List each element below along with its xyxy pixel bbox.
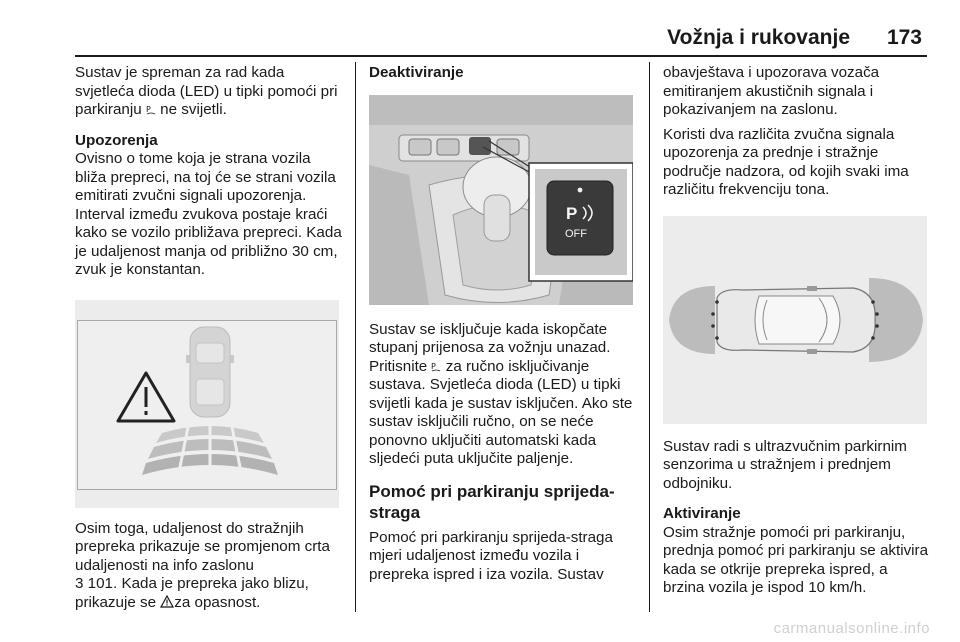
paragraph: Koristi dva različita zvučna signala upozorenja za prednje i stražnje područje nadzora, od kojih svaki ima različitu frekvenciju tona.	[663, 125, 909, 198]
paragraph: Ovisno o tome koja je strana vozila bliža prepreci, na toj će se strani vozila emitirati zvučni signali upozorenja. Interval između zvukova postaje kraći kako se vozilo približava prepreci. Kada je udaljenost manja od približno 30 cm, zvuk je konstantan.	[75, 150, 342, 278]
warning-display-graphic	[78, 321, 336, 489]
warning-triangle-icon	[118, 373, 174, 421]
car-icon	[186, 327, 234, 417]
watermark: carmanualsonline.info	[773, 620, 930, 637]
column-divider-1	[355, 62, 356, 612]
paragraph: Sustav je spreman za rad kada svjetleća dioda (LED) u tipki pomoći pri parkiranju P ne svijetli.	[75, 64, 338, 118]
subheading-activation: Aktiviranje	[663, 505, 741, 522]
parking-assist-icon	[146, 103, 156, 115]
subheading-warnings: Upozorenja	[75, 131, 158, 149]
center-console-illustration	[369, 95, 633, 305]
column-2	[369, 64, 637, 584]
button-label-top: P	[566, 203, 578, 223]
paragraph: Pomoć pri parkiranju sprijeda-straga mjeri udaljenost između vozila i prepreka ispred i iza vozila. Sustav	[369, 528, 613, 583]
sensor-zones-illustration	[663, 216, 927, 424]
svg-text:P: P	[145, 105, 151, 114]
paragraph: Osim toga, udaljenost do stražnjih prepreka prikazuje se promjenom crta udaljenosti na info zaslonu 3 101. Kada je prepreka jako blizu, prikazuje se za opasnost.	[75, 519, 330, 611]
svg-text:P: P	[431, 361, 437, 371]
column-divider-2	[649, 62, 650, 612]
header-divider	[75, 55, 927, 57]
sensor-zones-graphic	[663, 216, 927, 424]
page-reference[interactable]: 3 101. Kada je prepreka jako blizu, prikazuje se	[75, 575, 309, 611]
column-1	[75, 64, 343, 612]
section-title: Vožnja i rukovanje	[667, 26, 850, 49]
warning-triangle-icon	[160, 595, 174, 608]
console-graphic	[369, 95, 633, 305]
subheading-front-rear-parking-assist: Pomoć pri parkiranju sprijeda-straga	[369, 481, 615, 522]
column-3	[663, 64, 931, 598]
paragraph: obavještava i upozorava vozača emitiranjem akustičnih signala i pokazivanjem na zaslonu.	[663, 64, 880, 118]
car-icon	[717, 286, 875, 354]
page-number: 173	[886, 26, 922, 49]
paragraph: Sustav se isključuje kada iskopčate stupanj prijenosa za vožnju unazad. Pritisnite P za ručno isključivanje sustava. Svjetleća dioda (LED) u tipki svijetli kada je sustav isključen. Ako ste sustav isključili ručno, on se neće ponovno uključiti automatski kada sljedeći puta uključite paljenje.	[369, 320, 633, 467]
button-label-bottom: OFF	[565, 227, 587, 240]
parking-assist-icon	[431, 360, 441, 372]
distance-zones-icon	[142, 425, 278, 477]
page-header	[0, 26, 960, 54]
paragraph: Sustav radi s ultrazvučnim parkirnim senzorima u stražnjem i prednjem odbojniku.	[663, 437, 907, 492]
paragraph: Osim stražnje pomoći pri parkiranju, prednja pomoć pri parkiranju se aktivira kada se otkrije prepreka ispred, a brzina vozila je ispod 10 km/h.	[663, 523, 929, 596]
subheading-deactivation: Deaktiviranje	[369, 64, 464, 81]
warning-display-illustration	[75, 300, 339, 508]
info-display-frame	[77, 320, 337, 490]
